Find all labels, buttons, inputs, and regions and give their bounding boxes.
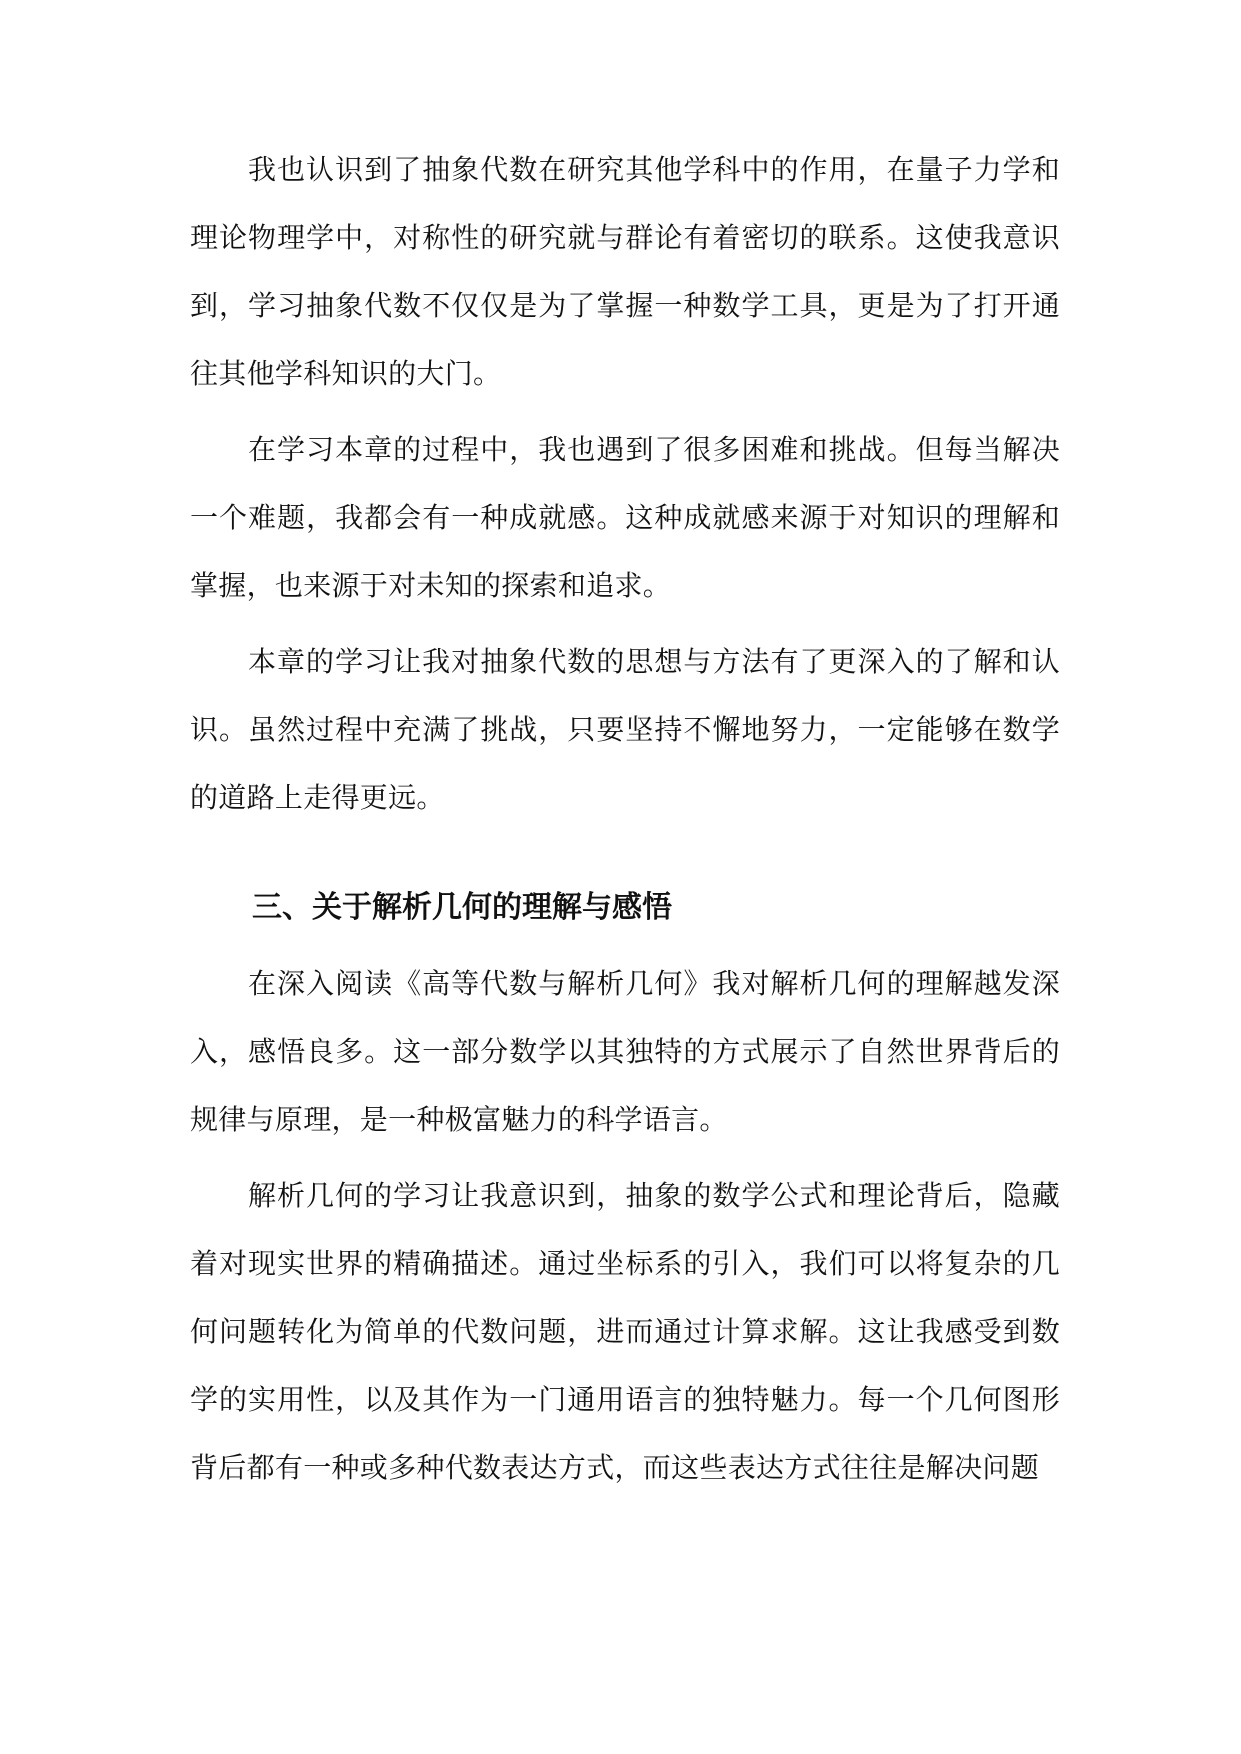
section-heading: 三、关于解析几何的理解与感悟 (252, 890, 672, 925)
paragraph-analytic-geometry-reflection: 解析几何的学习让我意识到，抽象的数学公式和理论背后，隐藏着对现实世界的精确描述。通过坐标系的引入，我们可以将复杂的几何问题转化为简单的代数问题，进而通过计算求解。这让我感受到数学的实用性，以及其作为一门通用语言的独特魅力。每一个几何图形背后都有一种或多种代数表达方式，而这些表达方式往往是解决问题 (190, 1179, 1060, 1484)
paragraph-abstract-algebra-applications: 我也认识到了抽象代数在研究其他学科中的作用，在量子力学和理论物理学中，对称性的研究就与群论有着密切的联系。这使我意识到，学习抽象代数不仅仅是为了掌握一种数学工具，更是为了打开通往其他学科知识的大门。 (190, 153, 1060, 390)
paragraph-analytic-geometry-intro: 在深入阅读《高等代数与解析几何》我对解析几何的理解越发深入，感悟良多。这一部分数学以其独特的方式展示了自然世界背后的规律与原理，是一种极富魅力的科学语言。 (190, 967, 1060, 1136)
paragraph-difficulties-and-challenges: 在学习本章的过程中，我也遇到了很多困难和挑战。但每当解决一个难题，我都会有一种成就感。这种成就感来源于对知识的理解和掌握，也来源于对未知的探索和追求。 (190, 433, 1060, 602)
paragraph-chapter-summary: 本章的学习让我对抽象代数的思想与方法有了更深入的了解和认识。虽然过程中充满了挑战，只要坚持不懈地努力，一定能够在数学的道路上走得更远。 (190, 645, 1060, 814)
document-body (190, 136, 1060, 1510)
